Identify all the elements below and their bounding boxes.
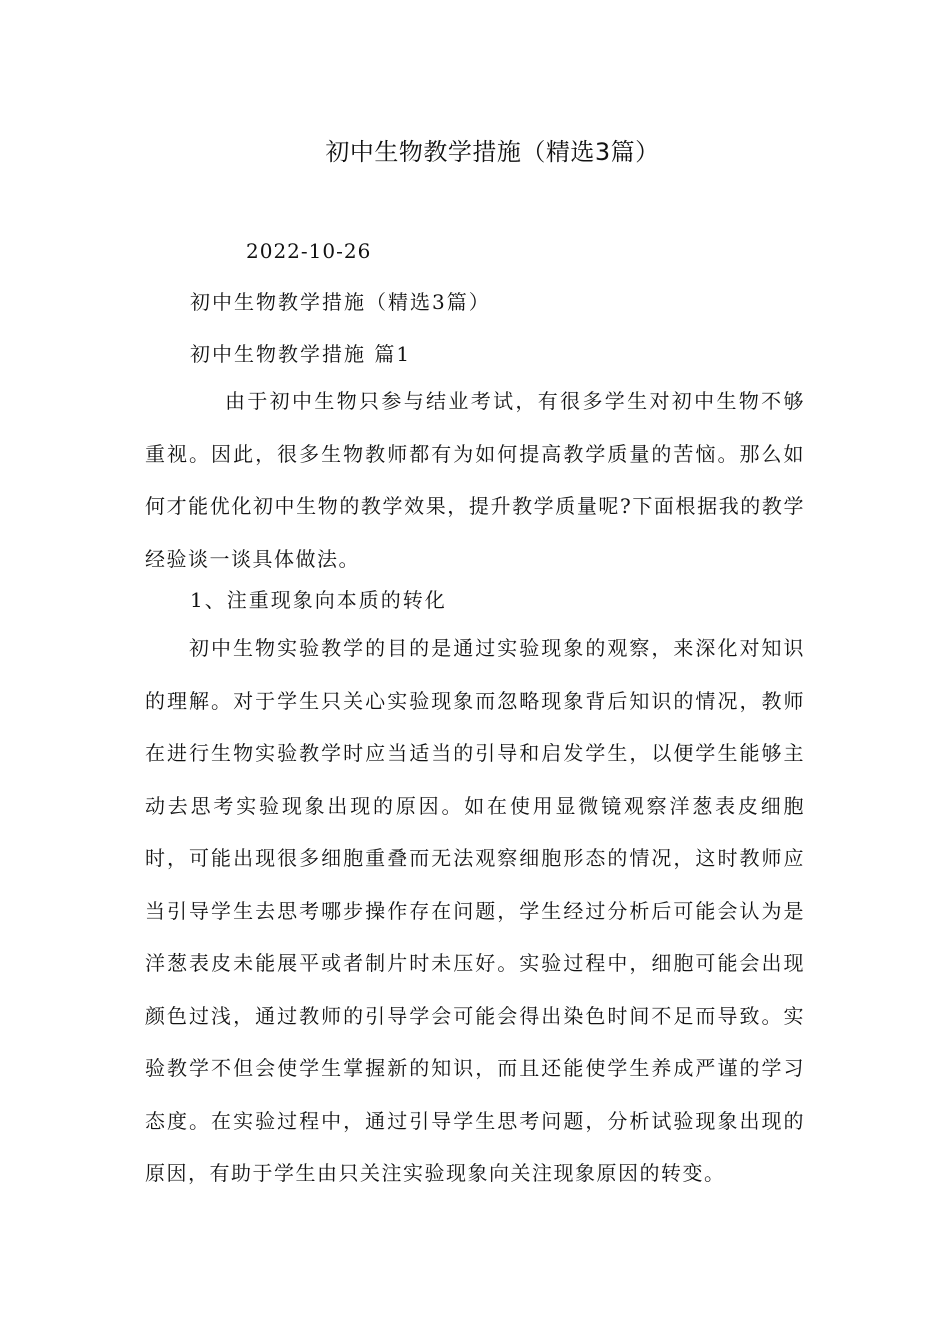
document-title: 初中生物教学措施（精选3篇） xyxy=(325,138,660,166)
section-title: 初中生物教学措施 篇1 xyxy=(190,342,412,366)
section-heading: 1、注重现象向本质的转化 xyxy=(190,588,447,612)
paragraph-intro: 由于初中生物只参与结业考试，有很多学生对初中生物不够重视。因此，很多生物教师都有为如何提高教学质量的苦恼。那么如何才能优化初中生物的教学效果，提升教学质量呢?下面根据我的教学经验谈一谈具体做法。 xyxy=(145,389,805,571)
document-subtitle: 初中生物教学措施（精选3篇） xyxy=(190,290,491,314)
document-date: 2022-10-26 xyxy=(246,239,372,263)
paragraph-body: 初中生物实验教学的目的是通过实验现象的观察，来深化对知识的理解。对于学生只关心实验现象而忽略现象背后知识的情况，教师在进行生物实验教学时应当适当的引导和启发学生，以便学生能够主动去思考实验现象出现的原因。如在使用显微镜观察洋葱表皮细胞时，可能出现很多细胞重叠而无法观察细胞形态的情况，这时教师应当引导学生去思考哪步操作存在问题，学生经过分析后可能会认为是洋葱表皮未能展平或者制片时未压好。实验过程中，细胞可能会出现颜色过浅，通过教师的引导学会可能会得出染色时间不足而导致。实验教学不但会使学生掌握新的知识，而且还能使学生养成严谨的学习态度。在实验过程中，通过引导学生思考问题，分析试验现象出现的原因，有助于学生由只关注实验现象向关注现象原因的转变。 xyxy=(145,636,805,1185)
